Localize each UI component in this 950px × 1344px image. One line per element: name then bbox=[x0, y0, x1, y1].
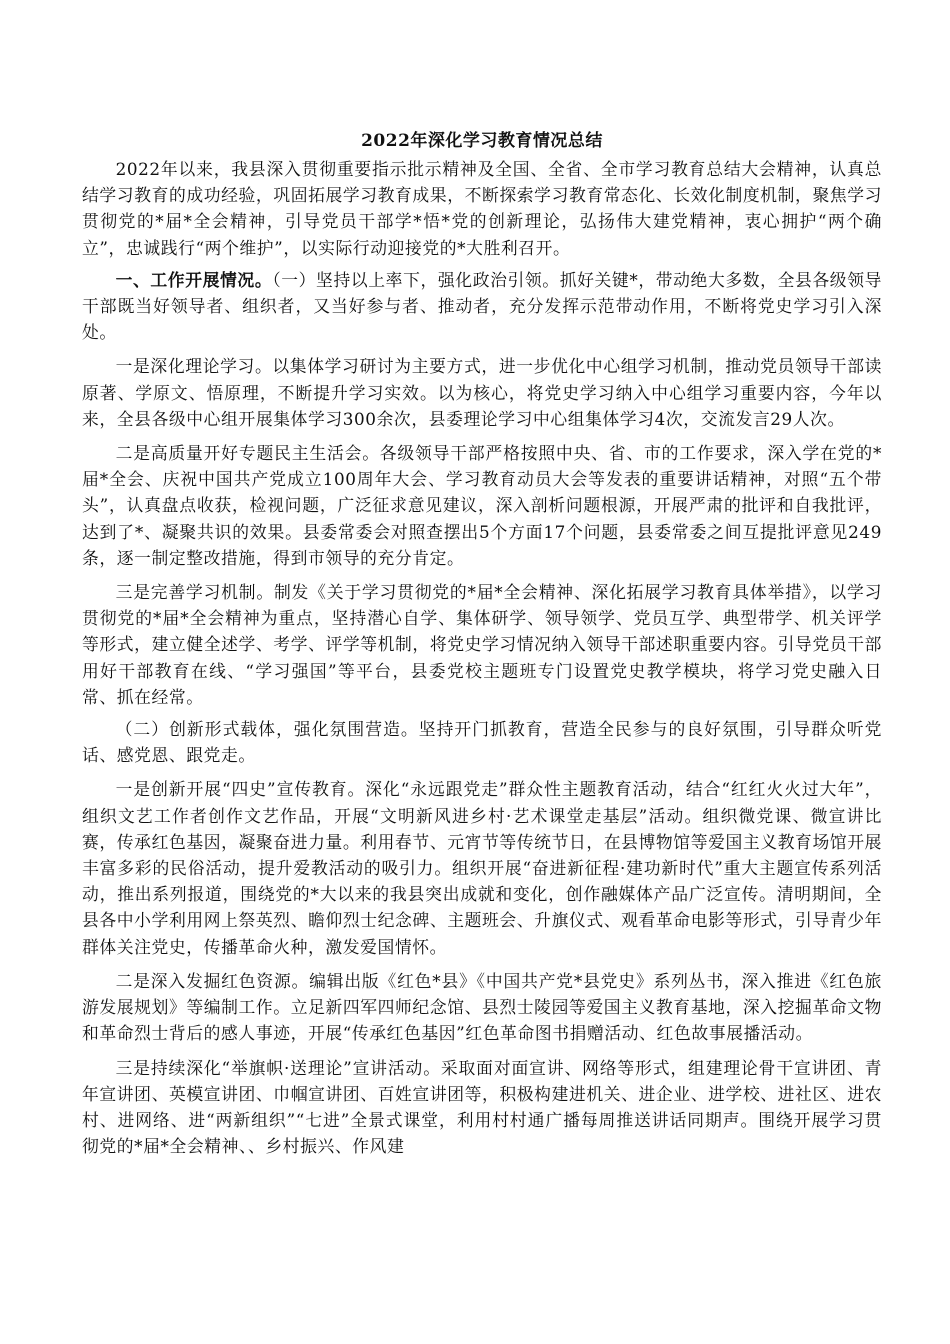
theory-lecture-paragraph: 三是持续深化“举旗帜·送理论”宣讲活动。采取面对面宣讲、网络等形式，组建理论骨干宣讲团、青年宣讲团、英模宣讲团、巾帼宣讲团、百姓宣讲团等，积极构建进机关、进企业、进学校、进社区、进农村、进网络、进“两新组织”“七进”全景式课堂，利用村村通广播每周推送讲话同期声。围绕开展学习贯彻党的*届*全会精神、、乡村振兴、作风建 bbox=[82, 1057, 882, 1157]
document-title: 2022年深化学习教育情况总结 bbox=[361, 131, 603, 151]
red-resources-paragraph: 二是深入发掘红色资源。编辑出版《红色*县》《中国共产党*县党史》系列丛书，深入推进《红色旅游发展规划》等编制工作。立足新四军四师纪念馆、县烈士陵园等爱国主义教育基地，深入挖掘革命文物和革命烈士背后的感人事迹，开展“传承红色基因”红色革命图书捐赠活动、红色故事展播活动。 bbox=[82, 970, 882, 1044]
four-history-paragraph: 一是创新开展“四史”宣传教育。深化“永远跟党走”群众性主题教育活动，结合“红红火火过大年”，组织文艺工作者创作文艺作品，开展“文明新风进乡村·艺术课堂走基层”活动。组织微党课、微宣讲比赛，传承红色基因，凝聚奋进力量。利用春节、元宵节等传统节日，在县博物馆等爱国主义教育场馆开展丰富多彩的民俗活动，提升爱教活动的吸引力。组织开展“奋进新征程·建功新时代”重大主题宣传系列活动，推出系列报道，围绕党的*大以来的我县突出成就和变化，创作融媒体产品广泛宣传。清明期间，全县各中小学利用网上祭英烈、瞻仰烈士纪念碑、主题班会、升旗仪式、观看革命电影等形式，引导青少年群体关注党史，传播革命火种，激发爱国情怀。 bbox=[82, 779, 882, 957]
study-mechanism-paragraph: 三是完善学习机制。制发《关于学习贯彻党的*届*全会精神、深化拓展学习教育具体举措》，以学习贯彻党的*届*全会精神为重点，坚持潜心自学、集体研学、领导领学、党员互学、典型带学、机关评学等形式，建立健全述学、考学、评学等机制，将党史学习情况纳入领导干部述职重要内容。引导党员干部用好干部教育在线、“学习强国”等平台，县委党校主题班专门设置党史教学模块，将学习党史融入日常、抓在经常。 bbox=[82, 582, 882, 707]
democratic-meeting-paragraph: 二是高质量开好专题民主生活会。各级领导干部严格按照中央、省、市的工作要求，深入学在党的*届*全会、庆祝中国共产党成立100周年大会、学习教育动员大会等发表的重要讲话精神，对照“五个带头”，认真盘点收获，检视问题，广泛征求意见建议，深入剖析问题根源，开展严肃的批评和自我批评，达到了*、凝聚共识的效果。县委常委会对照查摆出5个方面17个问题，县委常委之间互提批评意见249条，逐一制定整改措施，得到市领导的充分肯定。 bbox=[82, 443, 882, 568]
theory-study-paragraph: 一是深化理论学习。以集体学习研讨为主要方式，进一步优化中心组学习机制，推动党员领导干部读原著、学原文、悟原理，不断提升学习实效。以为核心，将党史学习纳入中心组学习重要内容，今年以来，全县各级中心组开展集体学习300余次，县委理论学习中心组集体学习4次，交流发言29人次。 bbox=[82, 356, 882, 429]
section-two-paragraph: （二）创新形式载体，强化氛围营造。坚持开门抓教育，营造全民参与的良好氛围，引导群众听党话、感党恩、跟党走。 bbox=[82, 719, 882, 766]
document-page bbox=[82, 128, 882, 1167]
section-one-heading: 一、工作开展情况。 bbox=[115, 269, 273, 290]
section-one-text: （一）坚持以上率下，强化政治引领。抓好关键*，带动绝大多数，全县各级领导干部既当好领导者、组织者，又当好参与者、推动者，充分发挥示范带动作用，不断将党史学习引入深处。 bbox=[82, 269, 882, 343]
intro-paragraph: 2022年以来，我县深入贯彻重要指示批示精神及全国、全省、全市学习教育总结大会精神，认真总结学习教育的成功经验，巩固拓展学习教育成果，不断探索学习教育常态化、长效化制度机制，聚焦学习贯彻党的*届*全会精神，引导党员干部学*悟*党的创新理论，弘扬伟大建党精神，衷心拥护“两个确立”，忠诚践行“两个维护”，以实际行动迎接党的*大胜利召开。 bbox=[82, 159, 882, 258]
section-one-paragraph bbox=[82, 267, 882, 346]
